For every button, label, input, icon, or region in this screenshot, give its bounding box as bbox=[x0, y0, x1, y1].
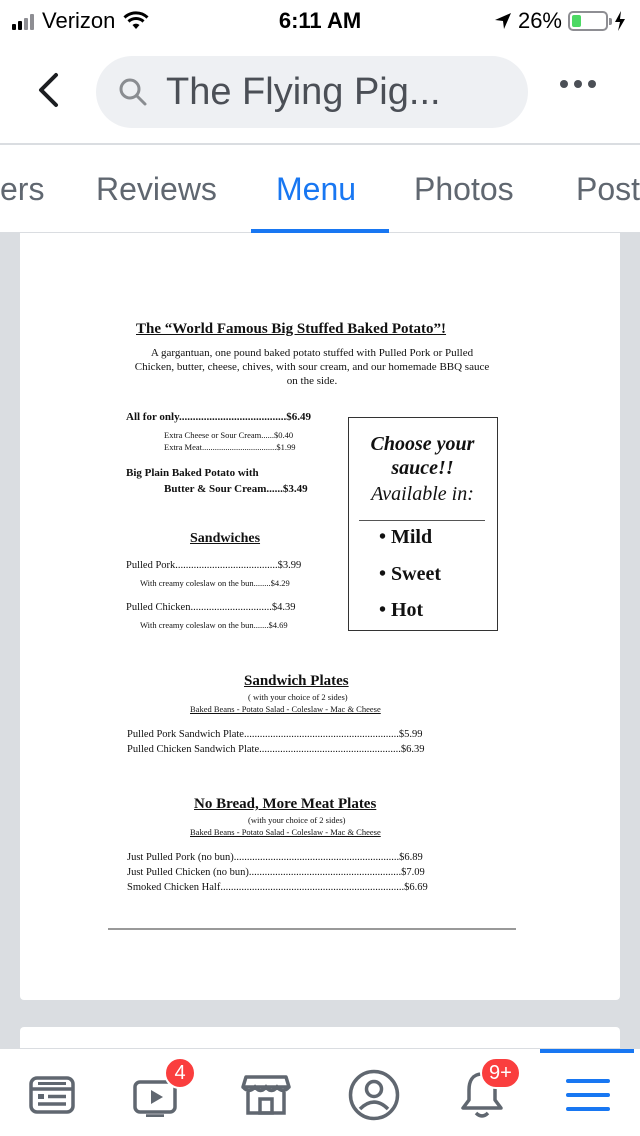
menu-item-extra-meat: Extra Meat...................................$1.99 bbox=[164, 442, 296, 452]
menu-item-pulled-chicken-coleslaw: With creamy coleslaw on the bun.......$4.69 bbox=[140, 620, 288, 630]
notifications-badge: 9+ bbox=[480, 1057, 521, 1089]
sauce-options-box bbox=[348, 417, 498, 631]
tab-photos[interactable]: Photos bbox=[414, 171, 514, 207]
menu-item-pulled-pork-coleslaw: With creamy coleslaw on the bun........$4.29 bbox=[140, 578, 290, 588]
sauce-divider bbox=[359, 520, 485, 521]
menu-item-pork-plate: Pulled Pork Sandwich Plate...........................................................$5.99 bbox=[127, 729, 423, 740]
marketplace-icon bbox=[240, 1073, 292, 1117]
status-bar bbox=[0, 0, 640, 40]
menu-title: The “World Famous Big Stuffed Baked Potato”! bbox=[136, 321, 447, 337]
nav-profile[interactable] bbox=[348, 1069, 400, 1121]
active-nav-indicator bbox=[540, 1049, 634, 1053]
page-tabs bbox=[0, 145, 640, 233]
no-bread-plates-note: (with your choice of 2 sides) bbox=[248, 815, 346, 825]
more-icon-dot bbox=[574, 80, 582, 88]
menu-item-chicken-half: Smoked Chicken Half......................................................................$6.69 bbox=[127, 882, 428, 893]
bottom-navigation bbox=[0, 1048, 640, 1136]
menu-item-all-for-only: All for only.......................................$6.49 bbox=[126, 411, 311, 423]
tab-menu[interactable]: Menu bbox=[276, 171, 357, 207]
sandwich-plates-heading: Sandwich Plates bbox=[244, 673, 349, 689]
sauce-option-hot: • Hot bbox=[379, 599, 424, 621]
nav-notifications[interactable] bbox=[456, 1062, 512, 1121]
menu-item-pulled-chicken: Pulled Chicken...............................$4.39 bbox=[126, 602, 296, 613]
more-options-button[interactable] bbox=[560, 80, 596, 88]
sauce-option-mild: • Mild bbox=[379, 526, 433, 548]
menu-item-pulled-pork: Pulled Pork.......................................$3.99 bbox=[126, 560, 302, 571]
battery-icon bbox=[568, 11, 608, 31]
back-button[interactable] bbox=[28, 70, 68, 110]
sandwich-plates-sides: Baked Beans - Potato Salad - Coleslaw - Mac & Cheese bbox=[190, 704, 381, 714]
menu-bottom-rule bbox=[108, 928, 516, 930]
carrier-name: Verizon bbox=[42, 8, 116, 33]
tab-others[interactable]: ers bbox=[0, 171, 45, 207]
charging-bolt-icon bbox=[614, 11, 626, 31]
menu-description: A gargantuan, one pound baked potato stuffed with Pulled Pork or Pulled Chicken, butter, cheese, chives, with sour cream, and our homemade BBQ sauce on the side. bbox=[134, 347, 490, 387]
menu-item-chicken-plate: Pulled Chicken Sandwich Plate......................................................$6.39 bbox=[127, 744, 425, 755]
status-time: 6:11 AM bbox=[278, 8, 362, 33]
menu-photo-card[interactable] bbox=[20, 233, 620, 1000]
sauce-available-in: Available in: bbox=[371, 483, 474, 505]
search-text: The Flying Pig... bbox=[166, 70, 441, 113]
menu-item-extra-cheese: Extra Cheese or Sour Cream......$0.40 bbox=[164, 430, 294, 440]
sandwich-plates-note: ( with your choice of 2 sides) bbox=[248, 692, 348, 702]
sandwiches-heading: Sandwiches bbox=[190, 531, 261, 546]
tab-reviews[interactable]: Reviews bbox=[96, 171, 217, 207]
sauce-option-sweet: • Sweet bbox=[379, 563, 441, 585]
menu-item-just-chicken: Just Pulled Chicken (no bun)..........................................................$7.09 bbox=[127, 867, 425, 878]
page-header bbox=[0, 40, 640, 144]
nav-menu[interactable] bbox=[562, 1069, 614, 1121]
menu-item-plain-potato-price: Butter & Sour Cream......$3.49 bbox=[164, 483, 308, 495]
profile-icon bbox=[348, 1069, 400, 1121]
nav-marketplace[interactable] bbox=[240, 1069, 292, 1121]
more-icon bbox=[560, 80, 568, 88]
battery-group bbox=[494, 8, 626, 34]
no-bread-plates-heading: No Bread, More Meat Plates bbox=[194, 796, 377, 812]
battery-fill bbox=[572, 15, 581, 27]
watch-badge: 4 bbox=[164, 1057, 196, 1089]
menu-image bbox=[20, 233, 620, 1000]
battery-percent: 26% bbox=[517, 8, 562, 33]
news-feed-icon bbox=[28, 1075, 76, 1115]
search-bar[interactable] bbox=[96, 56, 528, 128]
sauce-heading: Choose your sauce!! bbox=[370, 433, 475, 479]
tab-posts[interactable]: Post bbox=[576, 171, 640, 207]
location-arrow-icon bbox=[494, 12, 512, 30]
nav-watch[interactable] bbox=[132, 1062, 186, 1121]
no-bread-plates-sides: Baked Beans - Potato Salad - Coleslaw - Mac & Cheese bbox=[190, 827, 381, 837]
more-icon-dot bbox=[588, 80, 596, 88]
menu-hamburger-icon bbox=[565, 1075, 611, 1115]
menu-item-plain-potato: Big Plain Baked Potato with bbox=[126, 467, 259, 479]
nav-news-feed[interactable] bbox=[26, 1069, 78, 1121]
menu-item-just-pork: Just Pulled Pork (no bun)...............................................................$6.89 bbox=[127, 852, 423, 863]
search-icon bbox=[118, 77, 148, 107]
chevron-left-icon bbox=[36, 72, 60, 108]
